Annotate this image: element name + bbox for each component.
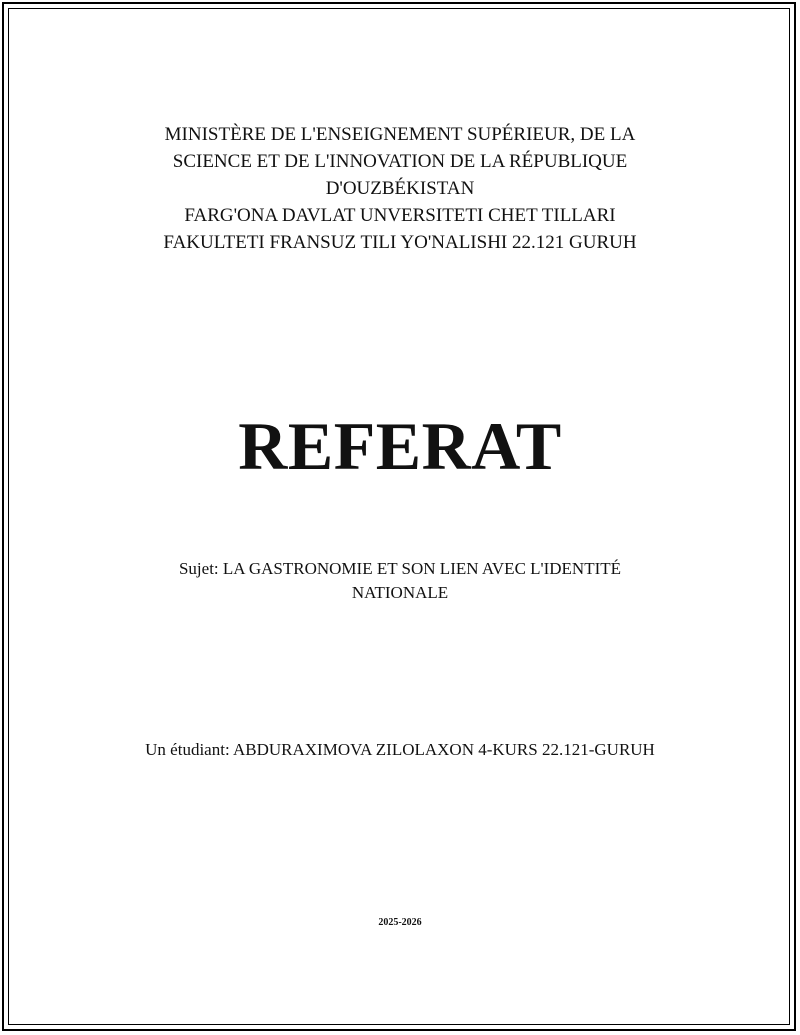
- institution-header: [0, 121, 800, 256]
- student-line: Un étudiant: ABDURAXIMOVA ZILOLAXON 4-KURS 22.121-GURUH: [145, 740, 655, 759]
- header-line: D'OUZBÉKISTAN: [325, 178, 475, 199]
- header-line: SCIENCE ET DE L'INNOVATION DE LA RÉPUBLIQUE: [172, 151, 628, 172]
- header-line: FARG'ONA DAVLAT UNVERSITETI CHET TILLARI: [184, 205, 616, 226]
- academic-year: 2025-2026: [378, 917, 422, 928]
- subject-line: NATIONALE: [351, 583, 449, 602]
- subject-line: Sujet: LA GASTRONOMIE ET SON LIEN AVEC L'IDENTITÉ: [178, 559, 622, 578]
- subject-block: [0, 557, 800, 605]
- header-line: MINISTÈRE DE L'ENSEIGNEMENT SUPÉRIEUR, DE LA: [164, 124, 636, 145]
- document-title: REFERAT: [238, 408, 562, 484]
- header-line: FAKULTETI FRANSUZ TILI YO'NALISHI 22.121 GURUH: [163, 232, 637, 253]
